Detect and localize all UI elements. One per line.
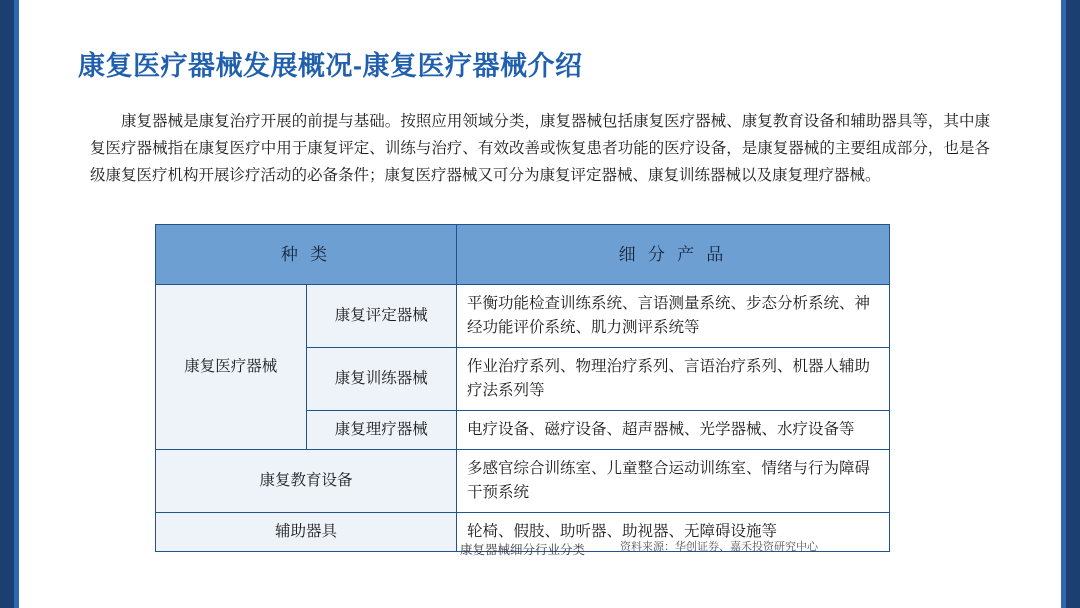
right-accent-bar-inner: [1061, 0, 1066, 608]
table-caption: 康复器械细分行业分类: [459, 543, 585, 557]
table-cell-category: 康复医疗器械: [156, 285, 307, 450]
left-accent-bar-inner: [14, 0, 19, 608]
table-cell-subcategory: 康复训练器械: [306, 348, 457, 411]
page-title: 康复医疗器械发展概况-康复医疗器械介绍: [78, 51, 583, 81]
table-cell-detail: 平衡功能检查训练系统、言语测量系统、步态分析系统、神经功能评价系统、肌力测评系统等: [457, 285, 890, 348]
table-body: [156, 285, 890, 552]
table-header-category: 种 类: [156, 225, 457, 285]
table-head: [156, 225, 890, 285]
table-header-row: [156, 225, 890, 285]
table-cell-subcategory: 康复理疗器械: [306, 411, 457, 450]
table-cell-subcategory: 康复评定器械: [306, 285, 457, 348]
table-cell-detail: 电疗设备、磁疗设备、超声器械、光学器械、水疗设备等: [457, 411, 890, 450]
table-cell-category: 康复教育设备: [156, 450, 457, 513]
table-cell-detail: 多感官综合训练室、儿童整合运动训练室、情绪与行为障碍干预系统: [457, 450, 890, 513]
table-cell-detail: 轮椅、假肢、助听器、助视器、无障碍设施等: [457, 513, 890, 552]
right-accent-bar: [1066, 0, 1080, 608]
table-cell-detail: 作业治疗系列、物理治疗系列、言语治疗系列、机器人辅助疗法系列等: [457, 348, 890, 411]
table-row: [156, 450, 890, 513]
table-header-detail: 细 分 产 品: [457, 225, 890, 285]
table-row: [156, 285, 890, 348]
classification-table: [155, 224, 890, 552]
left-accent-bar: [0, 0, 14, 608]
source-note: 资料来源：华创证券、嘉禾投资研究中心: [620, 541, 818, 553]
table-cell-category: 辅助器具: [156, 513, 457, 552]
body-paragraph: 康复器械是康复治疗开展的前提与基础。按照应用领域分类，康复器械包括康复医疗器械、康复教育设备和辅助器具等，其中康复医疗器械指在康复医疗中用于康复评定、训练与治疗、有效改善或恢复患者功能的医疗设备，是康复器械的主要组成部分，也是各级康复医疗机构开展诊疗活动的必备条件；康复医疗器械又可分为康复评定器械、康复训练器械以及康复理疗器械。: [90, 113, 990, 184]
classification-table-wrapper: [155, 224, 890, 552]
